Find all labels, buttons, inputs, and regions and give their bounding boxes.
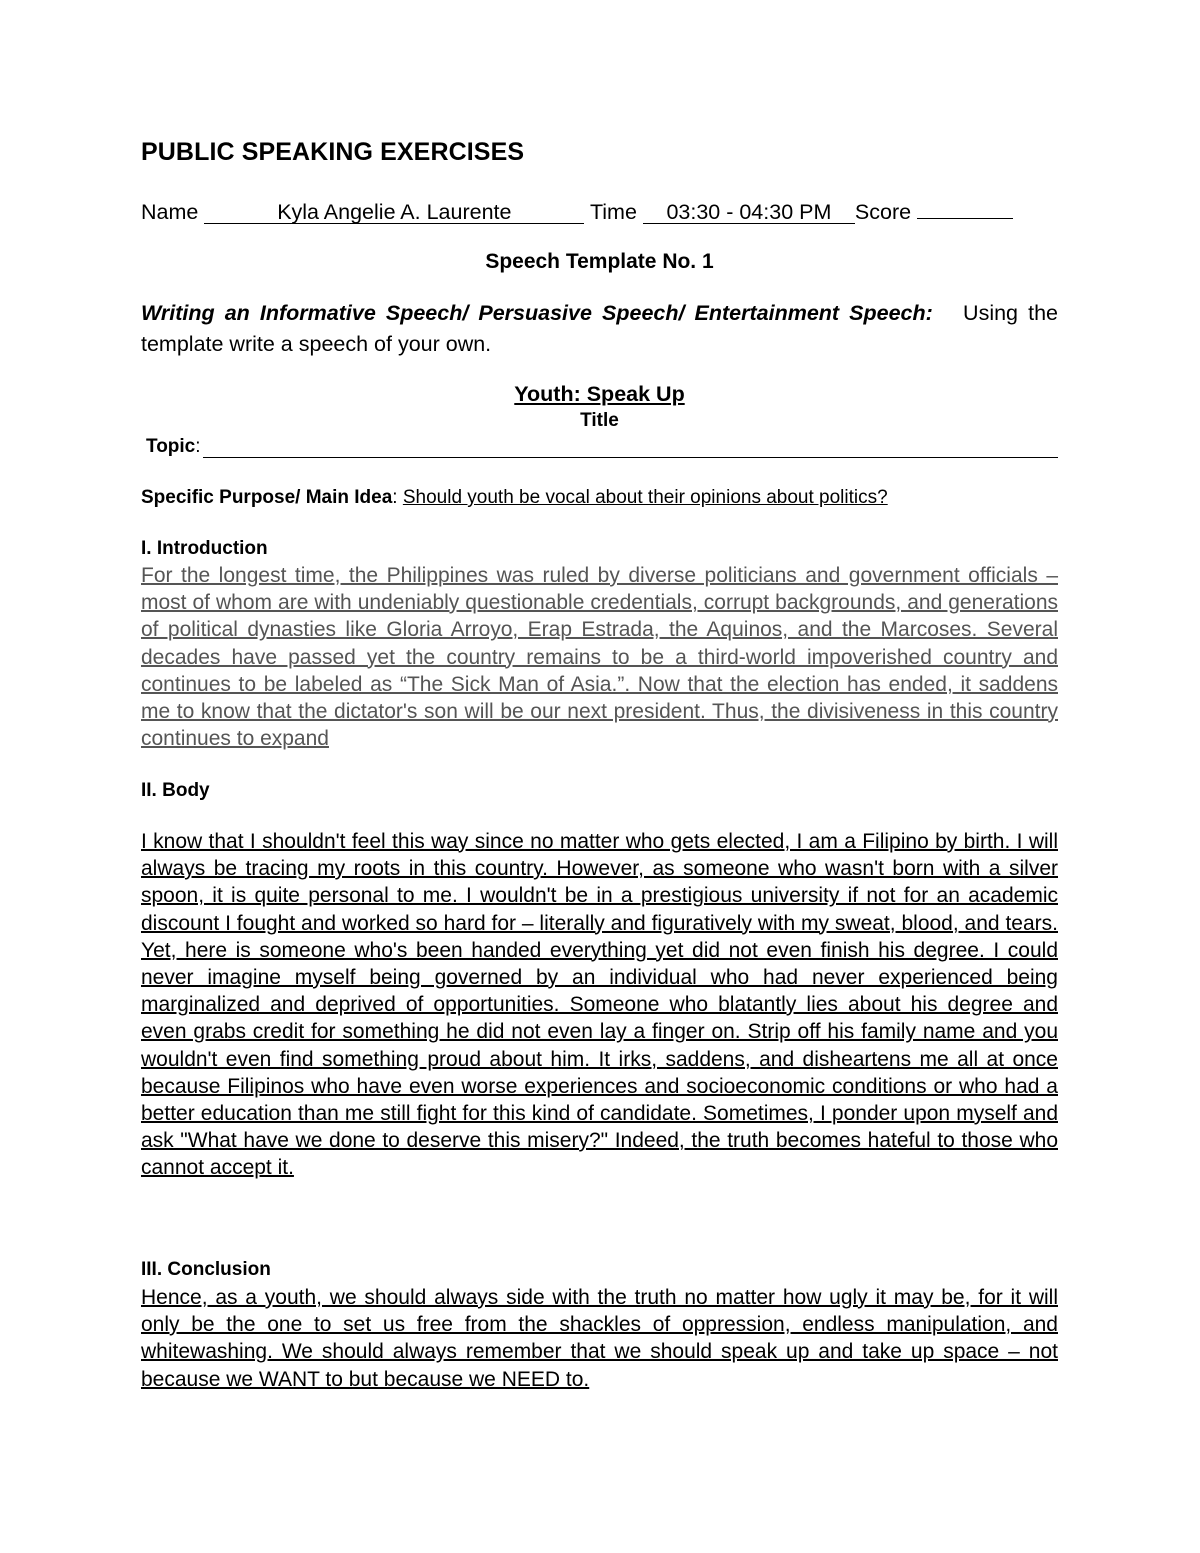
conclusion-heading: III. Conclusion xyxy=(141,1259,271,1280)
topic-line: Topic : xyxy=(146,435,1058,458)
intro-heading: I. Introduction xyxy=(141,538,268,559)
purpose-label: Specific Purpose/ Main Idea xyxy=(141,487,393,508)
student-info-line xyxy=(141,198,1058,225)
score-label: Score xyxy=(854,200,912,224)
speech-title: Youth: Speak Up xyxy=(514,382,685,406)
intro-paragraph: For the longest time, the Philippines was ruled by diverse politicians and government officials – most of whom are with undeniably questionable credentials, corrupt backgrounds, and generations of political dynasties like Gloria Arroyo, Erap Estrada, the Aquinos, and the Marcoses. Several decades have passed yet the country remains to be a third-world impoverished country and continues to be labeled as “The Sick Man of Asia.”. Now that the election has ended, it saddens me to know that the dictator's son will be our next president. Thus, the divisiveness in this country continues to expand xyxy=(141,564,1058,751)
purpose-value: Should youth be vocal about their opinions about politics? xyxy=(402,487,888,508)
body-heading: II. Body xyxy=(141,780,210,801)
body-paragraph: I know that I shouldn't feel this way since no matter who gets elected, I am a Filipino by birth. I will always be tracing my roots in this country. However, as someone who wasn't born with a silver spoon, it is quite personal to me. I wouldn't be in a prestigious university if not for an academic discount I fought and worked so hard for – literally and figuratively with my sweat, blood, and tears. Yet, here is someone who's been handed everything yet did not even finish his degree. I could never imagine myself being governed by an individual who had never experienced being marginalized and deprived of opportunities. Someone who blatantly lies about his degree and even grabs credit for something he did not even lay a finger on. Strip off his family name and you wouldn't even find something proud about him. It irks, saddens, and disheartens me all at once because Filipinos who have even worse experiences and socioeconomic conditions or who had a better education than me still fight for this kind of candidate. Sometimes, I ponder upon myself and ask "What have we done to deserve this misery?" Indeed, the truth becomes hateful to those who cannot accept it. xyxy=(141,830,1058,1180)
worksheet-page xyxy=(141,138,1058,1391)
template-number: Speech Template No. 1 xyxy=(485,250,714,273)
instruction-heading: Writing an Informative Speech/ Persuasive Speech/ Entertainment Speech: xyxy=(141,301,933,325)
topic-label: Topic xyxy=(146,436,196,457)
instructions xyxy=(141,298,1058,360)
worksheet-heading: PUBLIC SPEAKING EXERCISES xyxy=(141,138,525,166)
score-blank xyxy=(917,198,1013,219)
conclusion-paragraph: Hence, as a youth, we should always side with the truth no matter how ugly it may be, for it will only be the one to set us free from the shackles of oppression, endless manipulation, and whitewashing. We should always remember that we should speak up and take up space – not because we WANT to but because we NEED to. xyxy=(141,1286,1058,1391)
purpose-line: Specific Purpose/ Main Idea: Should youth be vocal about their opinions about politics? xyxy=(141,487,888,508)
title-caption: Title xyxy=(580,410,619,431)
time-label: Time xyxy=(589,200,637,224)
topic-blank xyxy=(203,435,1058,458)
instruction-text: Using the template write a speech of your own. xyxy=(141,301,1058,356)
name-label: Name xyxy=(141,200,199,224)
time-value: 03:30 - 04:30 PM xyxy=(643,201,855,224)
name-value: Kyla Angelie A. Laurente xyxy=(204,201,584,224)
